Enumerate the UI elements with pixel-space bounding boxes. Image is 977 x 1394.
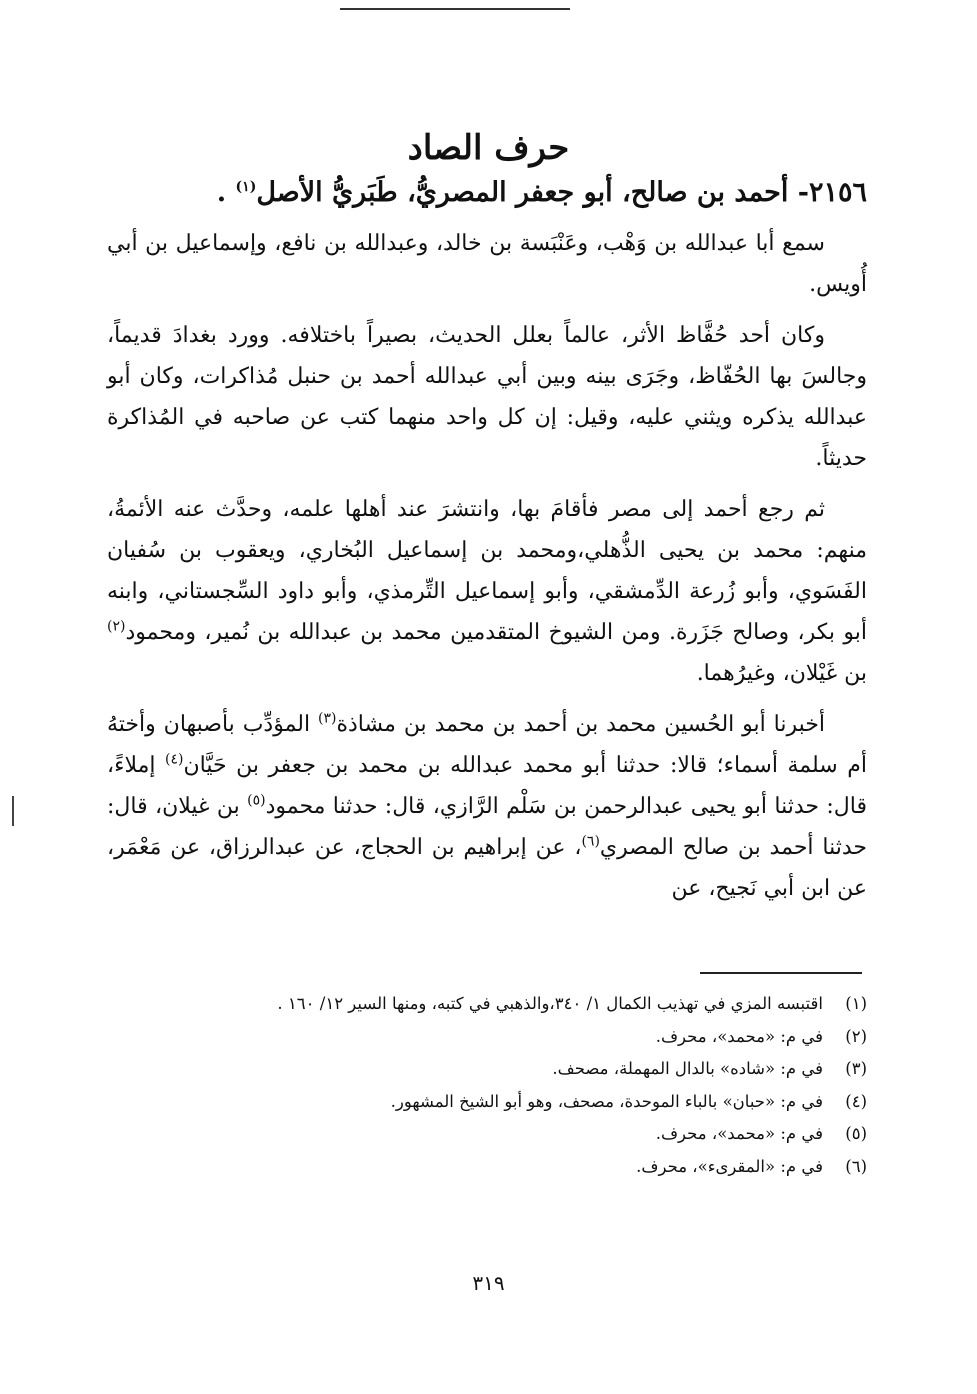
- entry-heading-text: ٢١٥٦- أحمد بن صالح، أبو جعفر المصريُّ، طَبَريُّ الأصل: [256, 177, 867, 208]
- paragraph-text: المؤدِّب بأصبهان وأختهُ أم سلمة أسماء؛ قالا: حدثنا أبو محمد عبدالله بن محمد بن جعفر بن حَيَّان: [107, 712, 867, 778]
- footnote-ref: (٤): [165, 751, 184, 768]
- entry-heading: [107, 165, 867, 221]
- paragraph: [107, 704, 867, 909]
- chapter-title: حرف الصاد: [407, 127, 570, 168]
- footnote: [147, 1086, 867, 1119]
- top-rule: [340, 8, 570, 10]
- paragraph: [107, 223, 867, 305]
- footnote-number: (١): [845, 994, 867, 1013]
- footnote-text: في م: «حبان» بالباء الموحدة، مصحف، وهو أبو الشيخ المشهور.: [390, 1091, 823, 1111]
- page-number: ٣١٩: [472, 1271, 505, 1295]
- main-text: [107, 165, 867, 919]
- footnote-text: في م: «المقرىء»، محرف.: [636, 1156, 823, 1176]
- paragraph: [107, 315, 867, 479]
- footnote: [147, 1118, 867, 1151]
- footnote-number: (٤): [845, 1091, 867, 1111]
- footnotes-list: [147, 988, 867, 1183]
- footnote-text: في م: «محمد»، محرف.: [655, 1124, 823, 1143]
- footnote-ref: (١): [235, 179, 257, 195]
- footnote-ref: (٦): [581, 833, 600, 850]
- footnote-divider: [700, 972, 862, 974]
- footnote-number: (٢): [845, 1026, 867, 1046]
- footnote: [147, 1021, 867, 1054]
- footnote: [147, 988, 867, 1021]
- paragraph-text: أخبرنا أبو الحُسين محمد بن أحمد بن محمد بن مشاذة: [336, 712, 825, 737]
- footnote-number: (٦): [845, 1156, 867, 1176]
- paragraph-text: ثم رجع أحمد إلى مصر فأقامَ بها، وانتشرَ عند أهلها علمه، وحدَّث عنه الأئمةُ، منهم: محمد بن يحيى الذُّهلي،ومحمد بن إسماعيل البُخاري، ويعقوب بن سُفيان الفَسَوي، وأبو زُرعة الدِّمشقي، وأبو إسماعيل التِّرمذي، وأبو داود السِّجستاني، وابنه أبو بكر، وصالح جَزَرة. ومن الشيوخ المتقدمين محمد بن عبدالله بن نُمير، ومحمود: [107, 497, 867, 645]
- paragraph: [107, 489, 867, 694]
- footnote-ref: (٥): [247, 792, 266, 809]
- footnote-ref: (٣): [318, 710, 337, 727]
- paragraph-text: بن غيلان، قال: حدثنا أحمد بن صالح المصري: [107, 794, 867, 860]
- paragraph-text: إملاءً، قال: حدثنا أبو يحيى عبدالرحمن بن سَلْم الرَّازي، قال: حدثنا محمود: [107, 753, 867, 819]
- paragraph-text: سمع أبا عبدالله بن وَهْب، وعَنْبَسة بن خالد، وعبدالله بن نافع، وإسماعيل بن أبي أُويس.: [107, 231, 867, 297]
- footnote-ref: (٢): [107, 618, 126, 635]
- footnote: [147, 1151, 867, 1184]
- paragraph-text: وكان أحد حُفَّاظ الأثر، عالماً بعلل الحديث، بصيراً باختلافه. وورد بغدادَ قديماً، وجالسَ بها الحُفّاظ، وجَرَى بينه وبين أبي عبدالله أحمد بن حنبل مُذاكرات، وكان أبو عبدالله يذكره ويثني عليه، وقيل: إن كل واحد منهما كتب عن صاحبه في المُذاكرة حديثاً.: [107, 323, 867, 471]
- entry-heading-end: .: [216, 177, 236, 208]
- footnote-text: اقتبسه المزي في تهذيب الكمال ١/ ٣٤٠،والذهبي في كتبه، ومنها السير ١٢/ ١٦٠ .: [277, 994, 823, 1013]
- footnote-text: في م: «شاده» بالدال المهملة، مصحف.: [552, 1059, 823, 1078]
- footnote-number: (٥): [845, 1124, 867, 1143]
- footnote-text: في م: «محمد»، محرف.: [655, 1026, 823, 1046]
- footnote-number: (٣): [845, 1059, 867, 1078]
- paragraph-text: بن غَيْلان، وغيرُهما.: [696, 661, 867, 686]
- footnote: [147, 1053, 867, 1086]
- scan-mark: [12, 796, 14, 826]
- paragraph-text: ، عن إبراهيم بن الحجاج، عن عبدالرزاق، عن مَعْمَر، عن ابن أبي نَجيح، عن: [107, 835, 867, 901]
